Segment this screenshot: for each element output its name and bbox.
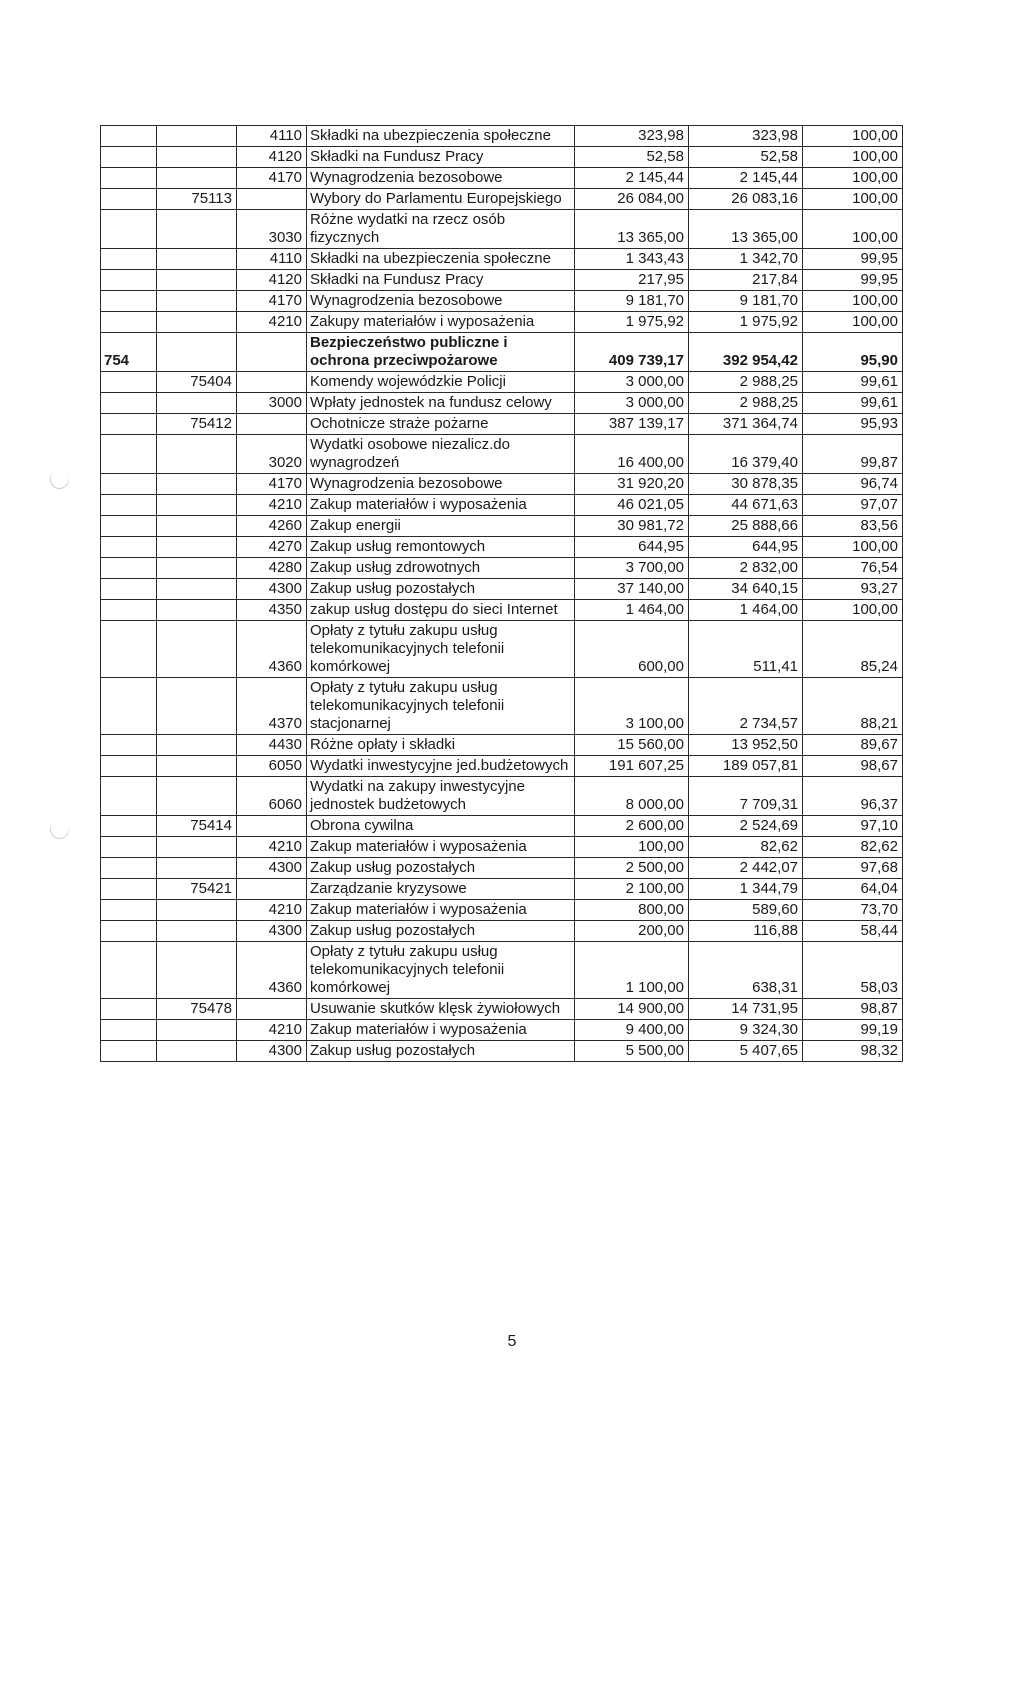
table-row [101,270,903,291]
cell-paragraf: 4120 [237,147,307,168]
cell-percent: 58,03 [803,942,903,999]
cell-plan: 1 975,92 [575,312,689,333]
cell-paragraf: 4350 [237,600,307,621]
cell-rozdzial [157,1020,237,1041]
cell-paragraf: 3030 [237,210,307,249]
table-row [101,312,903,333]
cell-rozdzial [157,270,237,291]
cell-dzial [101,558,157,579]
cell-name: Zakup usług remontowych [307,537,575,558]
cell-plan: 5 500,00 [575,1041,689,1062]
cell-name: Wynagrodzenia bezosobowe [307,168,575,189]
cell-plan: 100,00 [575,837,689,858]
cell-plan: 191 607,25 [575,756,689,777]
cell-percent: 97,07 [803,495,903,516]
table-row [101,210,903,249]
cell-percent: 99,87 [803,435,903,474]
cell-rozdzial [157,921,237,942]
cell-paragraf: 6050 [237,756,307,777]
cell-dzial [101,372,157,393]
cell-name: Zakup materiałów i wyposażenia [307,495,575,516]
cell-paragraf: 4300 [237,858,307,879]
cell-plan: 26 084,00 [575,189,689,210]
cell-execution: 1 464,00 [689,600,803,621]
cell-dzial [101,126,157,147]
table-row [101,372,903,393]
cell-percent: 95,93 [803,414,903,435]
table-row [101,168,903,189]
table-row [101,189,903,210]
cell-paragraf: 4210 [237,312,307,333]
cell-plan: 31 920,20 [575,474,689,495]
cell-name: Komendy wojewódzkie Policji [307,372,575,393]
table-row [101,333,903,372]
punch-hole-mark-top [47,467,73,493]
cell-plan: 15 560,00 [575,735,689,756]
cell-name: Zakup materiałów i wyposażenia [307,1020,575,1041]
cell-execution: 5 407,65 [689,1041,803,1062]
cell-execution: 2 145,44 [689,168,803,189]
cell-paragraf [237,414,307,435]
cell-dzial [101,210,157,249]
cell-execution: 217,84 [689,270,803,291]
cell-dzial [101,1041,157,1062]
cell-dzial [101,393,157,414]
cell-rozdzial: 75113 [157,189,237,210]
cell-percent: 99,61 [803,372,903,393]
cell-percent: 100,00 [803,210,903,249]
cell-execution: 2 442,07 [689,858,803,879]
cell-plan: 3 100,00 [575,678,689,735]
cell-name: Zakup usług zdrowotnych [307,558,575,579]
cell-execution: 589,60 [689,900,803,921]
cell-rozdzial: 75412 [157,414,237,435]
cell-execution: 25 888,66 [689,516,803,537]
cell-paragraf: 6060 [237,777,307,816]
cell-execution: 1 344,79 [689,879,803,900]
cell-percent: 93,27 [803,579,903,600]
cell-rozdzial [157,495,237,516]
cell-plan: 3 000,00 [575,393,689,414]
cell-rozdzial [157,147,237,168]
table-row [101,921,903,942]
cell-execution: 2 524,69 [689,816,803,837]
cell-paragraf [237,189,307,210]
cell-paragraf: 4210 [237,837,307,858]
cell-percent: 82,62 [803,837,903,858]
cell-paragraf: 4170 [237,474,307,495]
cell-name: Zakup usług pozostałych [307,579,575,600]
cell-dzial [101,678,157,735]
cell-paragraf: 4270 [237,537,307,558]
cell-paragraf: 3000 [237,393,307,414]
cell-execution: 9 181,70 [689,291,803,312]
cell-paragraf [237,999,307,1020]
cell-dzial [101,837,157,858]
table-row [101,249,903,270]
cell-rozdzial [157,210,237,249]
cell-name: Składki na Fundusz Pracy [307,147,575,168]
cell-execution: 371 364,74 [689,414,803,435]
cell-plan: 2 500,00 [575,858,689,879]
cell-dzial [101,879,157,900]
cell-name: Zarządzanie kryzysowe [307,879,575,900]
cell-percent: 97,10 [803,816,903,837]
cell-percent: 89,67 [803,735,903,756]
cell-paragraf: 4110 [237,249,307,270]
cell-plan: 8 000,00 [575,777,689,816]
cell-dzial [101,942,157,999]
cell-plan: 9 181,70 [575,291,689,312]
table-row [101,516,903,537]
cell-percent: 85,24 [803,621,903,678]
cell-percent: 99,19 [803,1020,903,1041]
cell-plan: 1 464,00 [575,600,689,621]
table-row [101,558,903,579]
cell-dzial [101,474,157,495]
cell-percent: 64,04 [803,879,903,900]
table-row [101,1020,903,1041]
table-row [101,837,903,858]
cell-execution: 30 878,35 [689,474,803,495]
cell-execution: 323,98 [689,126,803,147]
cell-rozdzial [157,537,237,558]
cell-dzial [101,579,157,600]
cell-plan: 217,95 [575,270,689,291]
cell-execution: 9 324,30 [689,1020,803,1041]
cell-paragraf: 4110 [237,126,307,147]
table-row [101,942,903,999]
cell-rozdzial [157,858,237,879]
table-row [101,735,903,756]
cell-percent: 100,00 [803,600,903,621]
cell-name: Usuwanie skutków klęsk żywiołowych [307,999,575,1020]
cell-name: Obrona cywilna [307,816,575,837]
cell-name: Wybory do Parlamentu Europejskiego [307,189,575,210]
cell-rozdzial: 75414 [157,816,237,837]
cell-percent: 96,74 [803,474,903,495]
cell-execution: 82,62 [689,837,803,858]
table-row [101,291,903,312]
cell-paragraf: 4300 [237,579,307,600]
cell-percent: 58,44 [803,921,903,942]
cell-percent: 88,21 [803,678,903,735]
cell-percent: 99,95 [803,270,903,291]
cell-plan: 200,00 [575,921,689,942]
cell-plan: 14 900,00 [575,999,689,1020]
cell-dzial [101,600,157,621]
cell-rozdzial [157,579,237,600]
table-row [101,579,903,600]
cell-percent: 100,00 [803,291,903,312]
cell-dzial [101,621,157,678]
cell-dzial [101,168,157,189]
cell-name: Opłaty z tytułu zakupu usług telekomunikacyjnych telefonii stacjonarnej [307,678,575,735]
cell-dzial [101,270,157,291]
cell-percent: 76,54 [803,558,903,579]
cell-dzial [101,291,157,312]
cell-execution: 644,95 [689,537,803,558]
cell-percent: 98,67 [803,756,903,777]
cell-rozdzial [157,516,237,537]
table-row [101,999,903,1020]
cell-percent: 100,00 [803,147,903,168]
cell-rozdzial [157,474,237,495]
cell-plan: 30 981,72 [575,516,689,537]
cell-plan: 37 140,00 [575,579,689,600]
cell-paragraf: 4360 [237,942,307,999]
cell-name: Opłaty z tytułu zakupu usług telekomunikacyjnych telefonii komórkowej [307,621,575,678]
cell-dzial [101,189,157,210]
table-row [101,816,903,837]
table-row [101,495,903,516]
cell-percent: 95,90 [803,333,903,372]
table-row [101,126,903,147]
cell-dzial [101,756,157,777]
cell-rozdzial [157,249,237,270]
cell-paragraf: 4210 [237,495,307,516]
cell-rozdzial: 75404 [157,372,237,393]
cell-execution: 44 671,63 [689,495,803,516]
cell-execution: 14 731,95 [689,999,803,1020]
cell-execution: 13 365,00 [689,210,803,249]
cell-dzial [101,900,157,921]
cell-dzial [101,816,157,837]
cell-plan: 2 100,00 [575,879,689,900]
cell-plan: 52,58 [575,147,689,168]
cell-rozdzial [157,312,237,333]
cell-percent: 100,00 [803,189,903,210]
cell-paragraf: 3020 [237,435,307,474]
cell-plan: 644,95 [575,537,689,558]
cell-rozdzial [157,735,237,756]
cell-execution: 511,41 [689,621,803,678]
cell-execution: 2 832,00 [689,558,803,579]
cell-name: Składki na ubezpieczenia społeczne [307,126,575,147]
cell-dzial [101,999,157,1020]
table-row [101,900,903,921]
cell-plan: 2 145,44 [575,168,689,189]
table-row [101,678,903,735]
cell-name: Ochotnicze straże pożarne [307,414,575,435]
table-row [101,474,903,495]
cell-percent: 100,00 [803,537,903,558]
cell-dzial [101,735,157,756]
cell-dzial [101,921,157,942]
cell-name: Bezpieczeństwo publiczne i ochrona przeciwpożarowe [307,333,575,372]
cell-execution: 26 083,16 [689,189,803,210]
cell-execution: 52,58 [689,147,803,168]
cell-name: Wydatki inwestycyjne jed.budżetowych [307,756,575,777]
cell-rozdzial [157,291,237,312]
table-row [101,621,903,678]
cell-dzial [101,537,157,558]
table-row [101,756,903,777]
cell-execution: 189 057,81 [689,756,803,777]
cell-paragraf [237,879,307,900]
table-row [101,600,903,621]
cell-rozdzial [157,756,237,777]
cell-rozdzial [157,558,237,579]
table-row [101,393,903,414]
cell-plan: 13 365,00 [575,210,689,249]
cell-rozdzial [157,900,237,921]
cell-name: Wydatki na zakupy inwestycyjne jednostek budżetowych [307,777,575,816]
cell-paragraf: 4360 [237,621,307,678]
cell-percent: 98,32 [803,1041,903,1062]
cell-plan: 600,00 [575,621,689,678]
cell-name: Zakup usług pozostałych [307,921,575,942]
cell-paragraf: 4210 [237,900,307,921]
table-row [101,879,903,900]
cell-paragraf: 4170 [237,168,307,189]
cell-plan: 800,00 [575,900,689,921]
cell-execution: 392 954,42 [689,333,803,372]
cell-execution: 1 342,70 [689,249,803,270]
cell-rozdzial [157,777,237,816]
cell-dzial [101,414,157,435]
cell-execution: 2 988,25 [689,393,803,414]
cell-execution: 116,88 [689,921,803,942]
cell-dzial [101,495,157,516]
cell-paragraf [237,816,307,837]
cell-name: Zakup materiałów i wyposażenia [307,900,575,921]
cell-percent: 100,00 [803,126,903,147]
cell-percent: 97,68 [803,858,903,879]
table-row [101,414,903,435]
table-row [101,147,903,168]
cell-plan: 1 100,00 [575,942,689,999]
cell-percent: 83,56 [803,516,903,537]
cell-execution: 13 952,50 [689,735,803,756]
cell-paragraf [237,372,307,393]
cell-name: Opłaty z tytułu zakupu usług telekomunikacyjnych telefonii komórkowej [307,942,575,999]
table-row [101,1041,903,1062]
cell-execution: 638,31 [689,942,803,999]
cell-percent: 96,37 [803,777,903,816]
cell-plan: 2 600,00 [575,816,689,837]
table-row [101,537,903,558]
cell-rozdzial [157,600,237,621]
cell-rozdzial [157,621,237,678]
cell-plan: 1 343,43 [575,249,689,270]
budget-table-body [101,126,903,1062]
cell-name: Składki na Fundusz Pracy [307,270,575,291]
cell-plan: 46 021,05 [575,495,689,516]
cell-plan: 409 739,17 [575,333,689,372]
cell-execution: 34 640,15 [689,579,803,600]
cell-rozdzial [157,333,237,372]
cell-paragraf: 4170 [237,291,307,312]
cell-plan: 387 139,17 [575,414,689,435]
cell-rozdzial [157,1041,237,1062]
cell-percent: 99,61 [803,393,903,414]
cell-name: Zakup usług pozostałych [307,1041,575,1062]
cell-percent: 100,00 [803,312,903,333]
cell-execution: 2 734,57 [689,678,803,735]
cell-execution: 2 988,25 [689,372,803,393]
cell-rozdzial [157,126,237,147]
cell-rozdzial [157,837,237,858]
table-row [101,435,903,474]
cell-dzial: 754 [101,333,157,372]
cell-name: Wydatki osobowe niezalicz.do wynagrodzeń [307,435,575,474]
cell-percent: 98,87 [803,999,903,1020]
cell-paragraf: 4280 [237,558,307,579]
cell-plan: 9 400,00 [575,1020,689,1041]
cell-dzial [101,147,157,168]
cell-paragraf: 4370 [237,678,307,735]
cell-percent: 99,95 [803,249,903,270]
cell-dzial [101,435,157,474]
cell-rozdzial [157,678,237,735]
cell-dzial [101,516,157,537]
cell-name: zakup usług dostępu do sieci Internet [307,600,575,621]
cell-name: Zakup materiałów i wyposażenia [307,837,575,858]
cell-paragraf: 4260 [237,516,307,537]
cell-name: Wynagrodzenia bezosobowe [307,291,575,312]
cell-plan: 3 700,00 [575,558,689,579]
cell-plan: 323,98 [575,126,689,147]
cell-name: Zakup energii [307,516,575,537]
cell-name: Różne wydatki na rzecz osób fizycznych [307,210,575,249]
cell-execution: 7 709,31 [689,777,803,816]
cell-rozdzial [157,168,237,189]
cell-rozdzial [157,942,237,999]
cell-rozdzial: 75421 [157,879,237,900]
cell-paragraf [237,333,307,372]
cell-execution: 16 379,40 [689,435,803,474]
cell-dzial [101,1020,157,1041]
cell-paragraf: 4430 [237,735,307,756]
cell-plan: 3 000,00 [575,372,689,393]
cell-execution: 1 975,92 [689,312,803,333]
cell-name: Zakupy materiałów i wyposażenia [307,312,575,333]
cell-percent: 100,00 [803,168,903,189]
cell-rozdzial: 75478 [157,999,237,1020]
cell-rozdzial [157,435,237,474]
cell-dzial [101,858,157,879]
cell-name: Składki na ubezpieczenia społeczne [307,249,575,270]
table-row [101,858,903,879]
cell-percent: 73,70 [803,900,903,921]
cell-dzial [101,777,157,816]
page-number: 5 [507,1333,517,1350]
cell-dzial [101,249,157,270]
budget-table [100,125,903,1062]
table-row [101,777,903,816]
cell-name: Różne opłaty i składki [307,735,575,756]
cell-paragraf: 4300 [237,921,307,942]
cell-paragraf: 4120 [237,270,307,291]
cell-dzial [101,312,157,333]
cell-rozdzial [157,393,237,414]
cell-name: Wpłaty jednostek na fundusz celowy [307,393,575,414]
cell-name: Wynagrodzenia bezosobowe [307,474,575,495]
cell-plan: 16 400,00 [575,435,689,474]
cell-paragraf: 4300 [237,1041,307,1062]
punch-hole-mark-bottom [47,817,73,843]
cell-name: Zakup usług pozostałych [307,858,575,879]
cell-paragraf: 4210 [237,1020,307,1041]
